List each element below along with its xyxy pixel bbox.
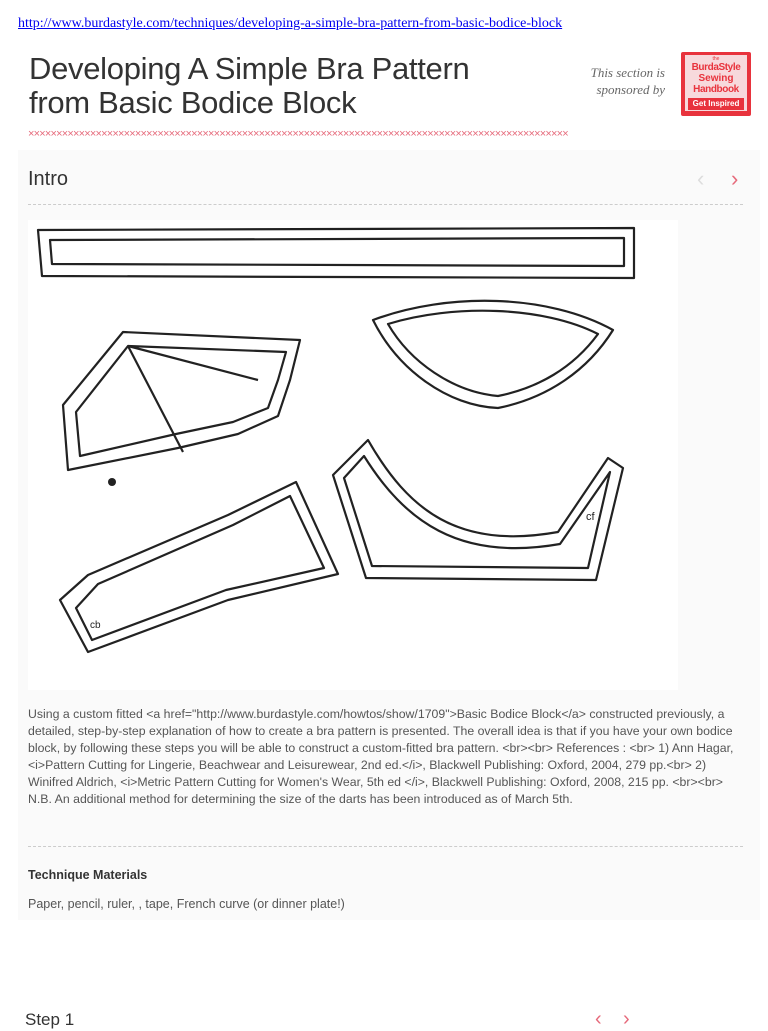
step-next-arrow-icon[interactable]: › [623, 1008, 630, 1030]
logo-get-inspired: Get Inspired [688, 98, 744, 110]
page-url-link[interactable]: http://www.burdastyle.com/techniques/developing-a-simple-bra-pattern-from-basic-bodice-block [18, 16, 563, 31]
logo-line2: BurdaStyle [691, 62, 741, 73]
next-arrow-icon[interactable]: › [731, 166, 739, 191]
bra-pattern-drawing [28, 220, 678, 690]
burdastyle-handbook-logo[interactable] [681, 52, 751, 116]
page-title: Developing A Simple Bra Pattern from Basic Bodice Block [29, 51, 470, 120]
materials-title: Technique Materials [28, 868, 148, 882]
logo-line4: Handbook [693, 84, 739, 95]
sponsor-text: This section is sponsored by [590, 65, 665, 97]
step-title: Step 1 [25, 1010, 75, 1029]
materials-list: Paper, pencil, ruler, , tape, French curve (or dinner plate!) [28, 897, 345, 911]
step-previous-arrow-icon[interactable]: ‹ [595, 1008, 602, 1030]
intro-description: Using a custom fitted <a href="http://www.burdastyle.com/howtos/show/1709">Basic Bodice Block</a> constructed previously, a detailed, step-by-step explanation of how to create a bra pattern is presented. The overall idea is that if you have your own bodice block, by following these steps you will be able to construct a custom-fitted bra pattern. <br><br> References : <br> 1) Ann Hagar, <i>Pattern Cutting for Lingerie, Beachwear and Leisurewear, 2nd ed.</i>, Blackwell Publishing: Oxford, 2004, 279 pp.<br> 2) Winifred Aldrich, <i>Metric Pattern Cutting for Women's Wear, 5th ed </i>, Blackwell Publishing: Oxford, 2008, 215 pp. <br><br> N.B. An additional method for determining the size of the darts has been introduced as of March 5th. [28, 707, 734, 806]
bra-pattern-figure [28, 220, 678, 690]
section-title-intro: Intro [28, 168, 69, 190]
dashed-divider [28, 204, 743, 205]
dashed-divider [28, 846, 743, 847]
previous-arrow-icon[interactable]: ‹ [697, 166, 705, 191]
svg-text:cf: cf [586, 511, 595, 523]
logo-line1: the [712, 56, 720, 62]
cross-stitch-divider: ×××××××××××××××××××××××××××××××××××××××××××××××××××××××××××××××××××××××××××××××××××××××××××××××× [28, 128, 568, 140]
svg-text:cb: cb [90, 620, 101, 631]
logo-line3: Sewing [698, 73, 734, 84]
